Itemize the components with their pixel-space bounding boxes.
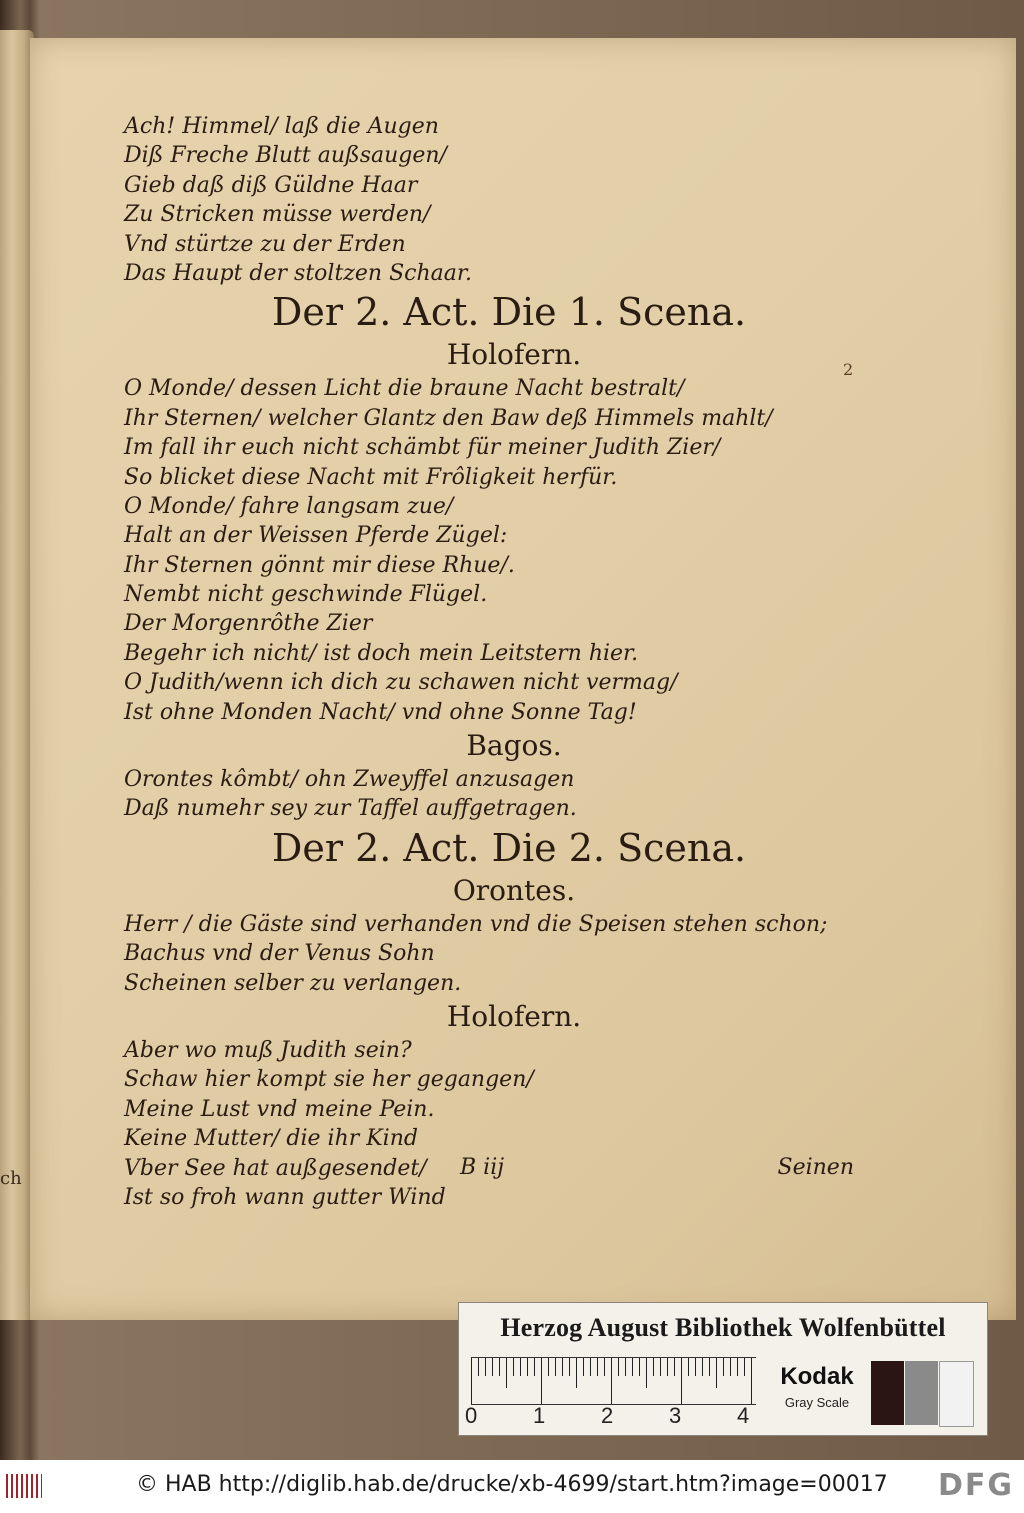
facing-page-fragment: ch	[0, 1168, 22, 1189]
ruler-tick	[639, 1358, 640, 1376]
signature-mark: B iij	[460, 1155, 505, 1180]
verse-block-top	[124, 112, 874, 288]
ruler-labels	[465, 1403, 765, 1429]
gray-swatch	[905, 1361, 938, 1425]
kodak-logo: Kodak	[780, 1363, 854, 1390]
verse-line: Der Morgenrôthe Zier	[124, 611, 373, 637]
verse-line: Diß Freche Blutt außsaugen/	[124, 143, 447, 169]
verse-line: Ihr Sternen gönnt mir diese Rhue/.	[124, 552, 515, 578]
ruler-tick	[555, 1358, 556, 1376]
ruler-tick	[681, 1358, 682, 1404]
verse-line: Scheinen selber zu verlangen.	[124, 970, 462, 996]
ruler-tick	[660, 1358, 661, 1376]
verse-line: Schaw hier kompt sie her gegangen/	[124, 1067, 534, 1093]
credit-line[interactable]: © HAB http://diglib.hab.de/drucke/xb-4699/start.htm?image=00017	[136, 1472, 888, 1497]
verse-line: Im fall ihr euch nicht schämbt für meiner Judith Zier/	[124, 435, 721, 461]
barcode-icon	[6, 1474, 42, 1498]
ruler-tick	[534, 1358, 535, 1376]
verse-line: Vber See hat außgesendet/	[124, 1155, 427, 1181]
verse-line: Vnd stürtze zu der Erden	[124, 231, 406, 257]
ruler-tick	[492, 1358, 493, 1376]
ruler-tick	[499, 1358, 500, 1376]
ruler-label: 1	[533, 1403, 546, 1428]
verse-line: O Judith/wenn ich dich zu schawen nicht vermag/	[124, 670, 678, 696]
ruler-tick	[688, 1358, 689, 1376]
verse-line: Herr / die Gäste sind verhanden vnd die Speisen stehen schon;	[124, 911, 828, 937]
ruler-tick	[562, 1358, 563, 1376]
ruler-label: 0	[465, 1403, 478, 1428]
ruler-tick	[548, 1358, 549, 1376]
verse-line: Ach! Himmel/ laß die Augen	[124, 114, 439, 139]
page-text	[124, 112, 874, 1212]
verse-block-bagos	[124, 765, 874, 824]
speaker-name: Holofern.	[446, 338, 582, 372]
ruler-tick	[723, 1358, 724, 1376]
ruler-tick	[471, 1358, 472, 1404]
act-heading: Der 2. Act. Die 2. Scena.	[271, 825, 747, 870]
viewer-footer	[0, 1460, 1024, 1513]
verse-line: Daß numehr sey zur Taffel auffgetragen.	[124, 796, 577, 822]
verse-block-holofern	[124, 374, 874, 727]
ruler-tick	[485, 1358, 486, 1376]
ruler-tick	[604, 1358, 605, 1376]
ruler-tick	[744, 1358, 745, 1376]
ruler-tick	[618, 1358, 619, 1376]
ruler-tick	[569, 1358, 570, 1376]
verse-line: O Monde/ dessen Licht die braune Nacht bestralt/	[124, 376, 685, 402]
ruler-tick	[653, 1358, 654, 1376]
page-footer	[124, 1155, 854, 1185]
ruler-tick	[527, 1358, 528, 1376]
act-heading: Der 2. Act. Die 1. Scena.	[271, 290, 747, 335]
ruler-label: 3	[669, 1403, 682, 1428]
verse-line: Aber wo muß Judith sein?	[124, 1037, 412, 1063]
margin-mark: 2	[843, 360, 854, 379]
ruler-tick	[632, 1358, 633, 1376]
verse-line: Ist ohne Monden Nacht/ vnd ohne Sonne Tag!	[124, 699, 637, 725]
ruler-tick	[597, 1358, 598, 1376]
speaker-name: Bagos.	[466, 729, 562, 763]
ruler-tick	[506, 1358, 507, 1388]
verse-line: Orontes kômbt/ ohn Zweyffel anzusagen	[124, 767, 575, 793]
library-color-card	[458, 1302, 988, 1436]
scale-ruler	[471, 1357, 756, 1405]
verse-line: Halt an der Weissen Pferde Zügel:	[124, 523, 508, 549]
ruler-tick	[478, 1358, 479, 1376]
ruler-tick	[730, 1358, 731, 1376]
verse-line: Ist so froh wann gutter Wind	[124, 1184, 446, 1210]
verse-line: Ihr Sternen/ welcher Glantz den Baw deß Himmels mahlt/	[124, 405, 773, 431]
ruler-tick	[541, 1358, 542, 1404]
verse-block-holofern-2	[124, 1036, 874, 1212]
verse-line: Keine Mutter/ die ihr Kind	[124, 1126, 418, 1152]
ruler-tick	[611, 1358, 612, 1404]
ruler-tick	[751, 1358, 752, 1404]
ruler-tick	[583, 1358, 584, 1376]
ruler-tick	[576, 1358, 577, 1388]
ruler-tick	[716, 1358, 717, 1388]
ruler-tick	[709, 1358, 710, 1376]
ruler-tick	[695, 1358, 696, 1376]
speaker-name: Orontes.	[452, 873, 576, 907]
verse-line: Zu Stricken müsse werden/	[124, 202, 431, 228]
ruler-tick	[737, 1358, 738, 1376]
facing-page-edge	[0, 30, 34, 1320]
verse-line: Meine Lust vnd meine Pein.	[124, 1096, 435, 1122]
ruler-tick	[667, 1358, 668, 1376]
dfg-logo: DFG	[937, 1468, 1014, 1503]
verse-line: Nembt nicht geschwinde Flügel.	[124, 582, 488, 608]
ruler-label: 2	[601, 1403, 614, 1428]
ruler-tick	[590, 1358, 591, 1376]
verse-line: Das Haupt der stoltzen Schaar.	[124, 260, 472, 286]
gray-swatch	[871, 1361, 904, 1425]
verse-line: So blicket diese Nacht mit Frôligkeit herfür.	[124, 464, 618, 490]
library-name: Herzog August Bibliothek Wolfenbüttel	[500, 1313, 946, 1342]
ruler-label: 4	[737, 1403, 750, 1428]
verse-line: Bachus vnd der Venus Sohn	[124, 941, 435, 967]
ruler-tick	[702, 1358, 703, 1376]
verse-line: O Monde/ fahre langsam zue/	[124, 493, 454, 519]
ruler-tick	[520, 1358, 521, 1376]
catchword: Seinen	[777, 1155, 854, 1180]
ruler-tick	[646, 1358, 647, 1388]
gray-scale-label: Gray Scale	[784, 1395, 850, 1410]
verse-line: Begehr ich nicht/ ist doch mein Leitstern hier.	[124, 640, 639, 666]
gray-swatch	[939, 1361, 974, 1427]
verse-line: Gieb daß diß Güldne Haar	[124, 172, 418, 198]
verse-block-orontes	[124, 910, 874, 998]
speaker-name: Holofern.	[446, 999, 582, 1033]
ruler-tick	[513, 1358, 514, 1376]
ruler-tick	[625, 1358, 626, 1376]
ruler-tick	[674, 1358, 675, 1376]
